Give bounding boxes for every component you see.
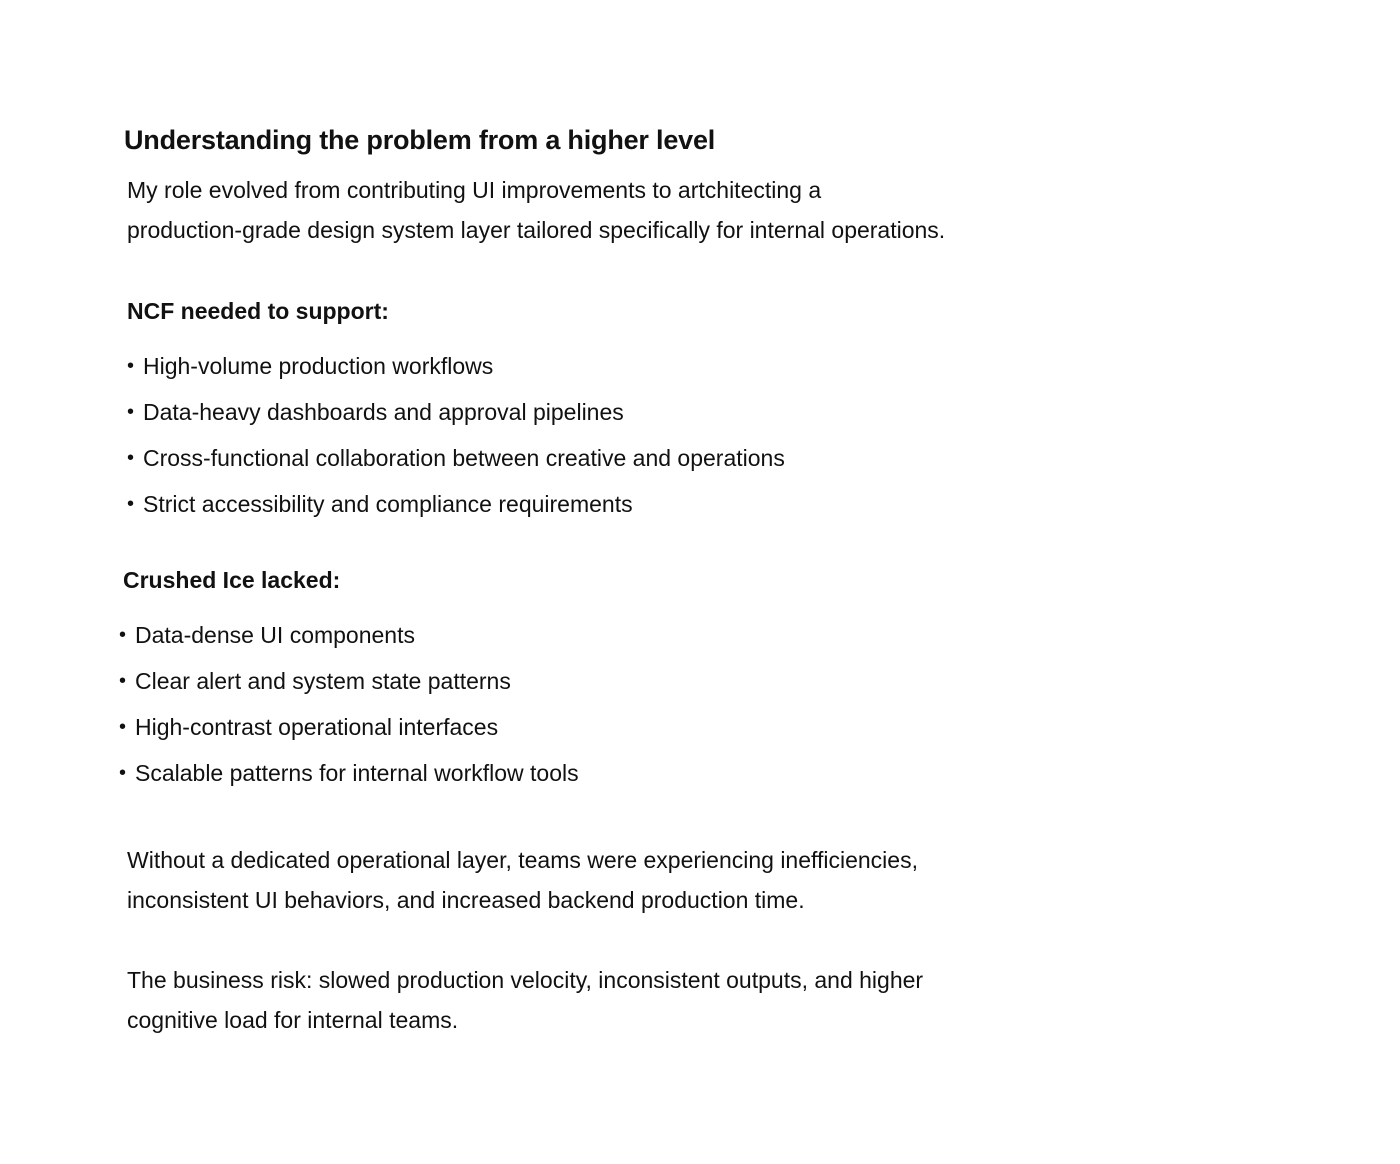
risk-line-1: The business risk: slowed production velocity, inconsistent outputs, and higher — [127, 967, 924, 993]
list-item-text: Data-heavy dashboards and approval pipelines — [143, 399, 624, 425]
without-line-1: Without a dedicated operational layer, teams were experiencing inefficiencies, — [127, 847, 918, 873]
list-item — [127, 343, 785, 389]
list-item-text: Clear alert and system state patterns — [135, 668, 511, 694]
bullet-icon: • — [127, 355, 135, 377]
list-item-text: Strict accessibility and compliance requirements — [143, 491, 633, 517]
ncf-list — [127, 343, 785, 527]
business-risk-paragraph — [127, 960, 923, 1040]
list-item — [119, 658, 579, 704]
bullet-icon: • — [119, 716, 127, 738]
list-item — [127, 435, 785, 481]
list-item-text: Scalable patterns for internal workflow tools — [135, 760, 579, 786]
bullet-icon: • — [127, 447, 135, 469]
without-line-2: inconsistent UI behaviors, and increased backend production time. — [127, 887, 805, 913]
bullet-icon: • — [119, 624, 127, 646]
page-title: Understanding the problem from a higher level — [124, 125, 716, 155]
intro-line-2: production-grade design system layer tailored specifically for internal operations. — [127, 217, 946, 243]
list-item-text: Cross-functional collaboration between creative and operations — [143, 445, 785, 471]
risk-line-2: cognitive load for internal teams. — [127, 1007, 459, 1033]
list-item — [119, 704, 579, 750]
crushed-ice-list — [119, 612, 579, 796]
bullet-icon: • — [127, 493, 135, 515]
ncf-section-title: NCF needed to support: — [127, 298, 389, 324]
list-item — [127, 481, 785, 527]
list-item-text: High-volume production workflows — [143, 353, 494, 379]
intro-line-1: My role evolved from contributing UI improvements to artchitecting a — [127, 177, 822, 203]
bullet-icon: • — [119, 762, 127, 784]
list-item — [127, 389, 785, 435]
crushed-ice-section-title: Crushed Ice lacked: — [123, 567, 341, 593]
without-paragraph — [127, 840, 918, 920]
list-item-text: High-contrast operational interfaces — [135, 714, 499, 740]
list-item-text: Data-dense UI components — [135, 622, 415, 648]
list-item — [119, 612, 579, 658]
bullet-icon: • — [127, 401, 135, 423]
bullet-icon: • — [119, 670, 127, 692]
intro-paragraph — [127, 170, 945, 250]
list-item — [119, 750, 579, 796]
